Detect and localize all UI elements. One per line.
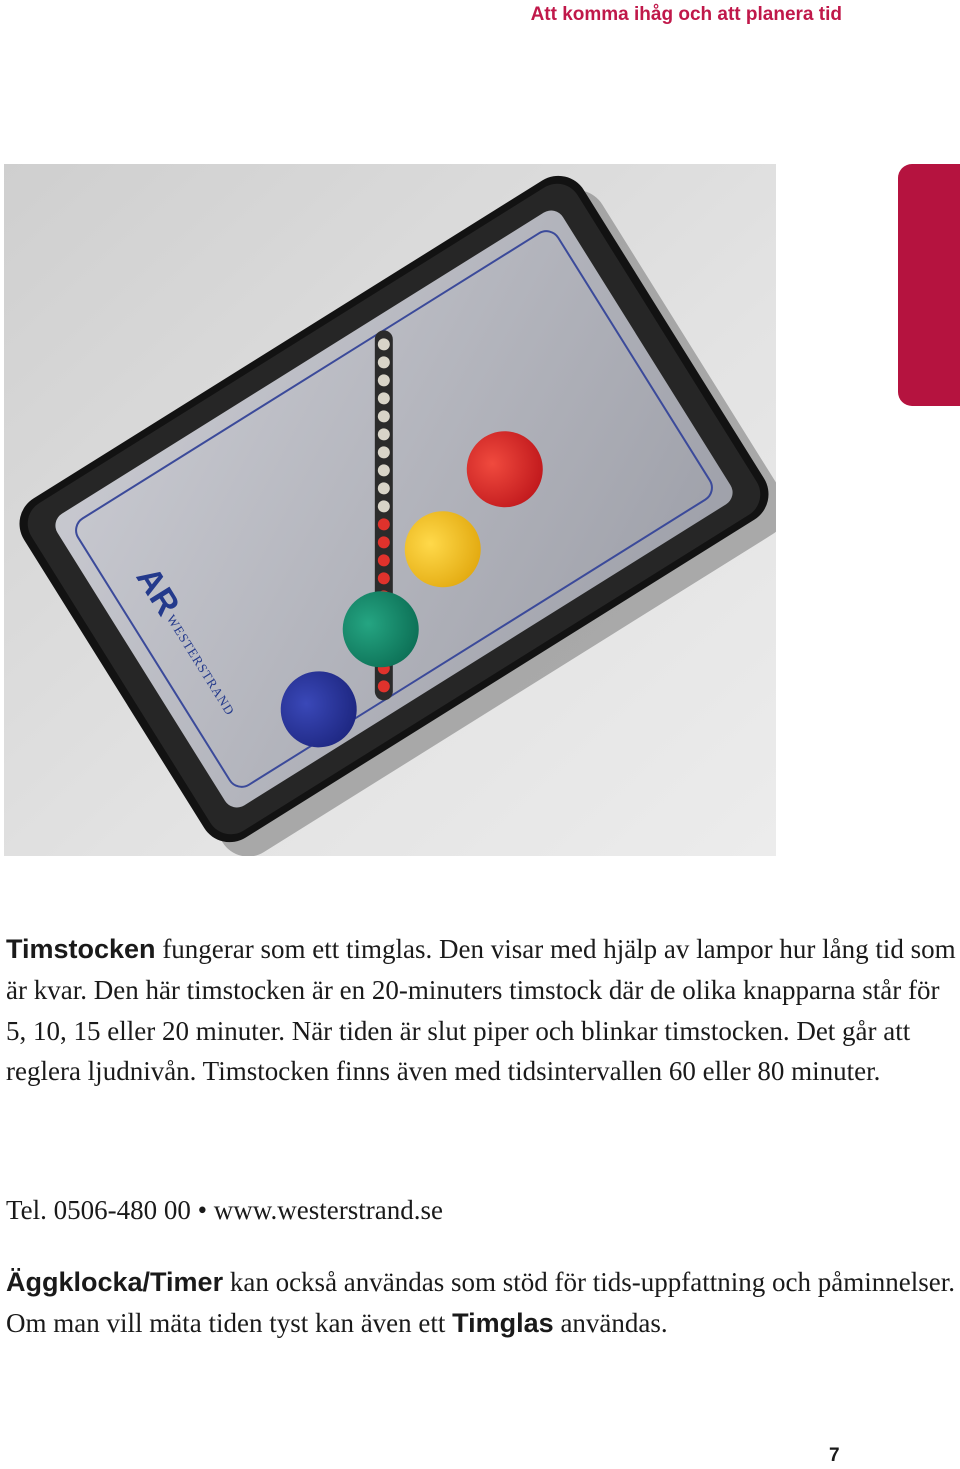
page-number: 7 [829,1445,840,1466]
egg-timer-name: Äggklocka/Timer [6,1267,224,1297]
product-name: Timstocken [6,934,156,964]
alternatives-text-2: användas. [553,1307,668,1338]
device-logo: AR [128,560,187,623]
led-lamp [378,536,390,548]
led-lamp [378,500,390,512]
led-lamp [378,446,390,458]
led-lamp [378,554,390,566]
led-lamp [378,572,390,584]
led-lamp [378,338,390,350]
contact-line: Tel. 0506-480 00 • www.westerstrand.se [6,1195,443,1225]
section-tab-marker [898,164,960,406]
led-lamp [378,680,390,692]
hourglass-name: Timglas [452,1307,554,1338]
led-lamp [378,392,390,404]
led-lamp [378,410,390,422]
led-lamp [378,356,390,368]
led-lamp [378,428,390,440]
description-text: fungerar som ett timglas. Den visar med hjälp av lampor hur lång tid som är kvar. Den här timstocken är en 20-minuters timstock där de olika knapparna står för 5, 10, 15 eller 20 minuter. När tiden är slut piper och blinkar timstocken. Det går att reglera ljudnivån. Timstocken finns även med tidsintervallen 60 eller 80 minuter. [6,934,956,1087]
alternatives-text-1: kan också användas som stöd för tids-uppfattning och påminnelser. Om man vill mäta tiden tyst kan även ett [6,1267,955,1338]
led-lamp [378,518,390,530]
product-description [6,929,960,1092]
led-lamp [378,374,390,386]
led-lamp [378,482,390,494]
led-lamp [378,464,390,476]
product-photo [4,164,776,856]
alternatives-paragraph [6,1262,960,1344]
running-header: Att komma ihåg och att planera tid [530,4,842,25]
device-brand: WESTERSTRAND [163,611,238,719]
